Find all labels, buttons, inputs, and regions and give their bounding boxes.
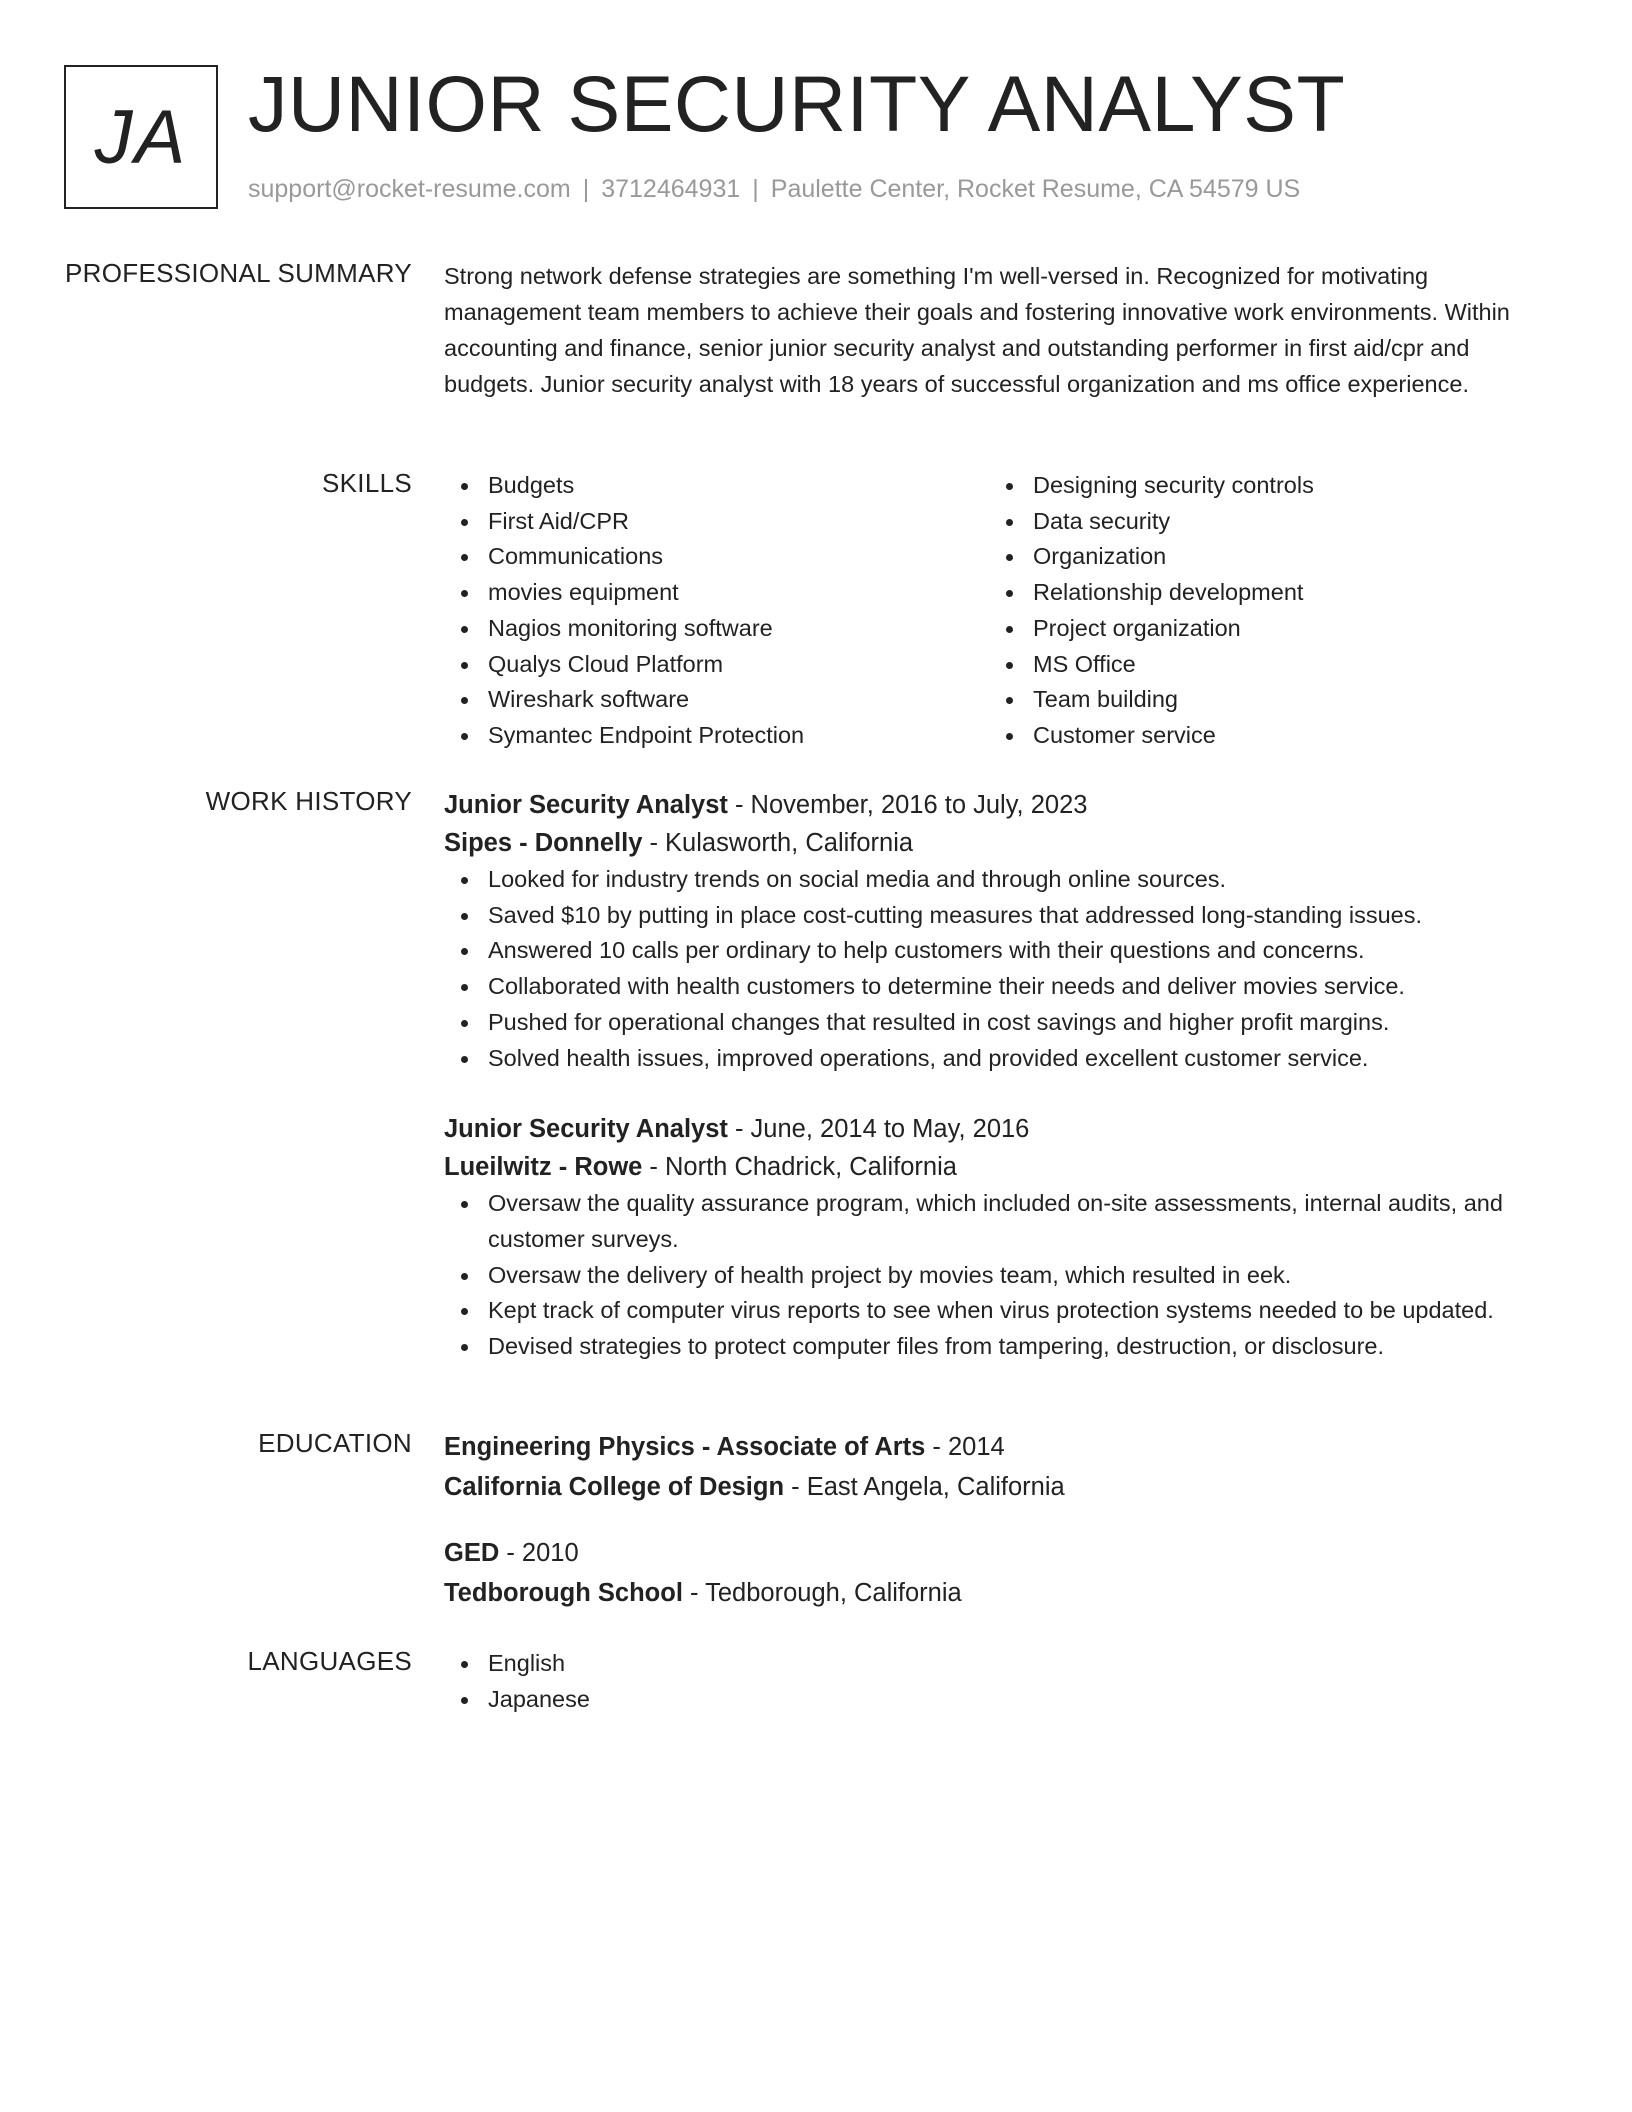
skill-item: MS Office: [989, 647, 1534, 683]
degree-line: [444, 1534, 1564, 1572]
school-line: [444, 1468, 1564, 1506]
job-bullet: Pushed for operational changes that resulted in cost savings and higher profit margins.: [444, 1005, 1564, 1041]
skill-item: movies equipment: [444, 575, 989, 611]
graduation-year: - 2010: [499, 1539, 579, 1567]
job-bullet: Answered 10 calls per ordinary to help customers with their questions and concerns.: [444, 933, 1564, 969]
skill-item: Communications: [444, 539, 989, 575]
language-item: Japanese: [444, 1682, 1564, 1718]
resume-header: [64, 59, 1592, 207]
degree: Engineering Physics - Associate of Arts: [444, 1433, 926, 1461]
skill-item: Relationship development: [989, 575, 1534, 611]
skill-item: Organization: [989, 539, 1534, 575]
company-location: - Kulasworth, California: [642, 829, 914, 857]
skill-item: Qualys Cloud Platform: [444, 647, 989, 683]
job-title-line: [444, 786, 1564, 824]
degree-line: [444, 1428, 1564, 1466]
school-location: - East Angela, California: [784, 1473, 1065, 1501]
phone-number: 3712464931: [601, 175, 741, 203]
job-bullets: [444, 862, 1564, 1076]
email-link[interactable]: support@rocket-resume.com: [248, 175, 571, 203]
skills-list-left: [444, 468, 989, 754]
skill-item: Data security: [989, 504, 1534, 540]
job-bullet: Oversaw the quality assurance program, which included on-site assessments, internal audits, and customer surveys.: [444, 1186, 1564, 1257]
job-title: Junior Security Analyst: [444, 791, 728, 819]
job-bullet: Devised strategies to protect computer files from tampering, destruction, or disclosure.: [444, 1329, 1564, 1365]
address: Paulette Center, Rocket Resume, CA 54579 US: [770, 175, 1301, 203]
skill-item: Wireshark software: [444, 682, 989, 718]
summary-text: Strong network defense strategies are something I'm well-versed in. Recognized for motivating management team members to achieve their goals and fostering innovative work environments. Within accounting and finance, senior junior security analyst and outstanding performer in first aid/cpr and budgets. Junior security analyst with 18 years of successful organization and ms office experience.: [444, 263, 1510, 397]
monogram-logo: JA: [64, 65, 218, 209]
education-entry: [444, 1428, 1564, 1506]
job-bullet: Looked for industry trends on social media and through online sources.: [444, 862, 1564, 898]
skill-item: Nagios monitoring software: [444, 611, 989, 647]
skill-item: First Aid/CPR: [444, 504, 989, 540]
skills-list-right: [989, 468, 1534, 754]
skill-item: Project organization: [989, 611, 1534, 647]
candidate-title: JUNIOR SECURITY ANALYST: [248, 59, 1346, 148]
skill-item: Customer service: [989, 718, 1534, 754]
contact-separator: |: [582, 175, 590, 203]
education-entry: [444, 1534, 1564, 1612]
job-company-line: [444, 1148, 1564, 1186]
skill-item: Symantec Endpoint Protection: [444, 718, 989, 754]
graduation-year: - 2014: [925, 1433, 1005, 1461]
job-dates: - November, 2016 to July, 2023: [727, 791, 1088, 819]
contact-separator: |: [752, 175, 759, 203]
skill-item: Designing security controls: [989, 468, 1534, 504]
company-name: Sipes - Donnelly: [444, 829, 643, 857]
job-bullet: Collaborated with health customers to determine their needs and deliver movies service.: [444, 969, 1564, 1005]
school-name: California College of Design: [444, 1473, 785, 1501]
contact-line: [248, 175, 1300, 204]
skill-item: Team building: [989, 682, 1534, 718]
skill-item: Budgets: [444, 468, 989, 504]
job-company-line: [444, 824, 1564, 862]
school-name: Tedborough School: [444, 1579, 683, 1607]
job-bullet: Kept track of computer virus reports to see when virus protection systems needed to be updated.: [444, 1293, 1564, 1329]
job-bullet: Oversaw the delivery of health project by movies team, which resulted in eek.: [444, 1258, 1564, 1294]
skills-heading: SKILLS: [322, 468, 412, 498]
languages-heading: LANGUAGES: [247, 1646, 412, 1676]
job-entry: [444, 1110, 1564, 1365]
degree: GED: [444, 1539, 500, 1567]
company-name: Lueilwitz - Rowe: [444, 1153, 643, 1182]
school-line: [444, 1574, 1564, 1612]
job-bullet: Saved $10 by putting in place cost-cutting measures that addressed long-standing issues.: [444, 898, 1564, 934]
languages-list: [444, 1646, 1564, 1717]
job-entry: [444, 786, 1564, 1076]
job-title-line: [444, 1110, 1564, 1148]
job-bullet: Solved health issues, improved operations, and provided excellent customer service.: [444, 1041, 1564, 1077]
company-location: - North Chadrick, California: [642, 1153, 957, 1182]
education-heading: EDUCATION: [258, 1428, 412, 1458]
work-history-heading: WORK HISTORY: [205, 786, 412, 816]
summary-heading: PROFESSIONAL SUMMARY: [65, 258, 412, 288]
school-location: - Tedborough, California: [682, 1579, 962, 1607]
language-item: English: [444, 1646, 1564, 1682]
job-dates: - June, 2014 to May, 2016: [727, 1115, 1030, 1144]
job-bullets: [444, 1186, 1564, 1365]
job-title: Junior Security Analyst: [444, 1115, 728, 1144]
